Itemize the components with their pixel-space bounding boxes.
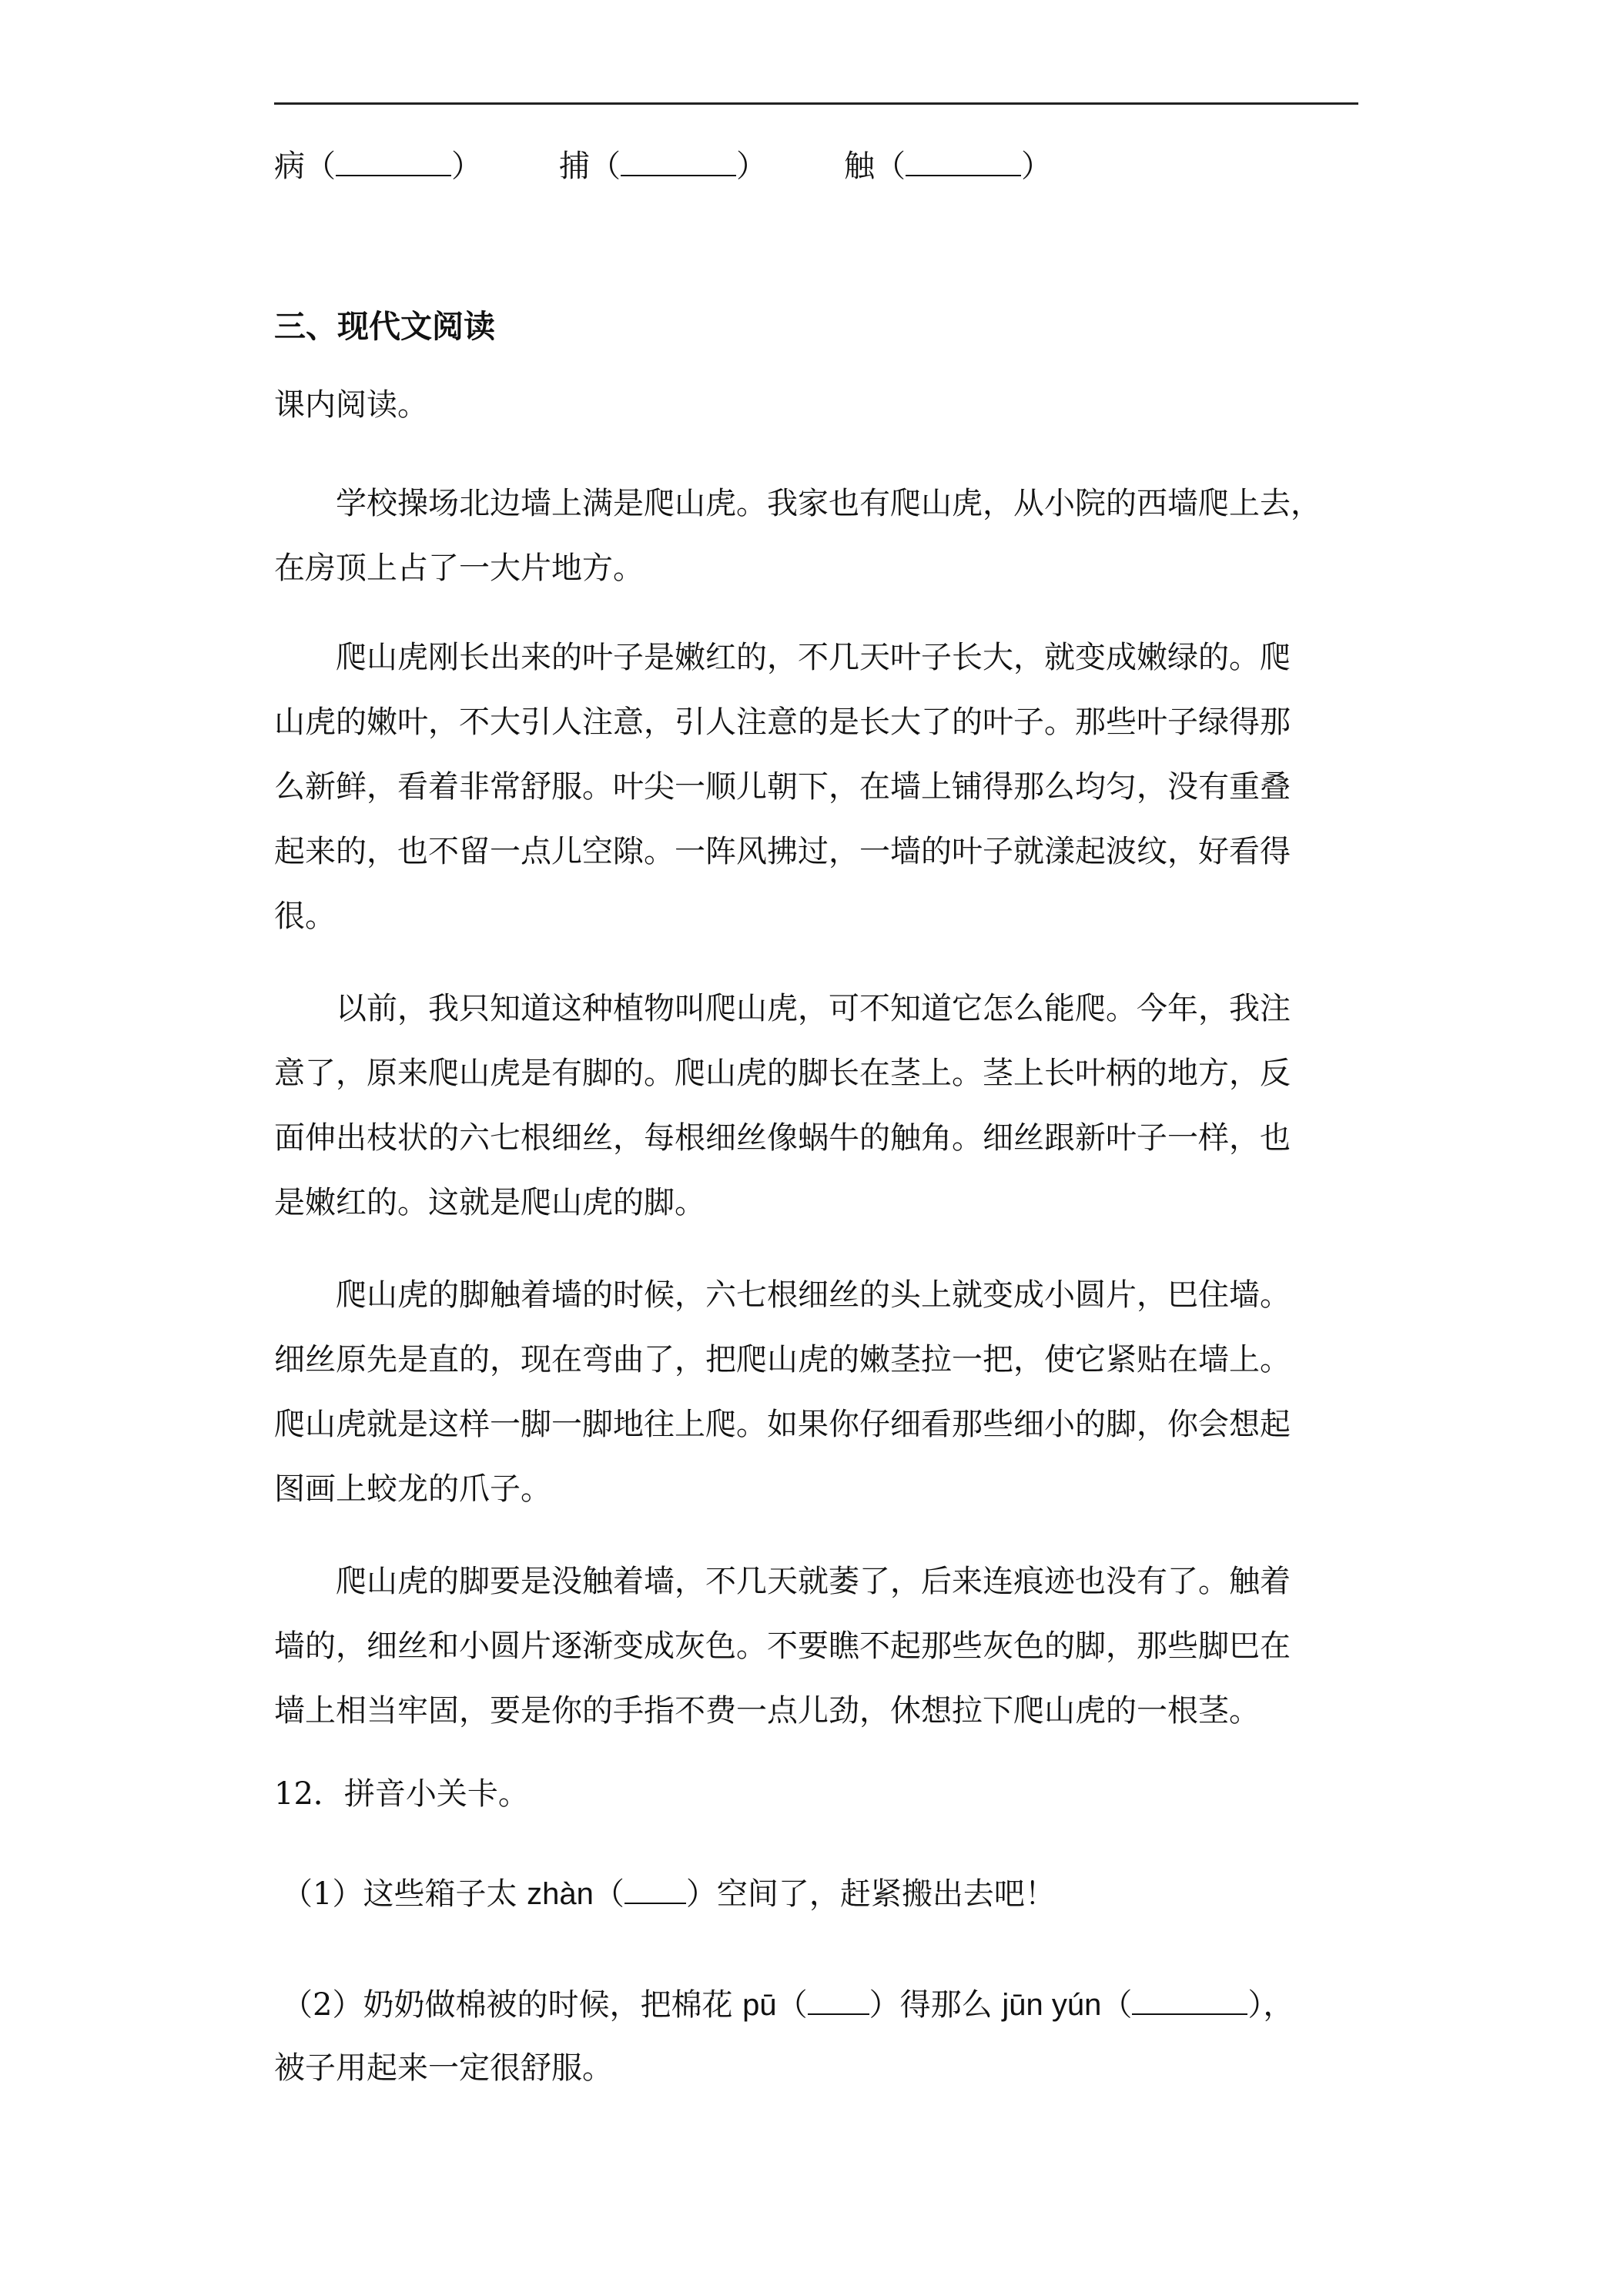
passage-line: 细丝原先是直的，现在弯曲了，把爬山虎的嫩茎拉一把，使它紧贴在墙上。 [274, 1342, 1291, 1377]
question-12-part-2-continued: 被子用起来一定很舒服。 [274, 2050, 613, 2086]
section-heading: 三、现代文阅读 [274, 308, 495, 345]
section-subheading: 课内阅读。 [274, 387, 428, 423]
passage-line: 是嫩红的。这就是爬山虎的脚。 [274, 1185, 705, 1220]
question-12-title: 12．拼音小关卡。 [274, 1776, 529, 1812]
passage-line: 起来的，也不留一点儿空隙。一阵风拂过，一墙的叶子就漾起波纹，好看得 [274, 834, 1291, 869]
passage-line: 墙的，细丝和小圆片逐渐变成灰色。不要瞧不起那些灰色的脚，那些脚巴在 [274, 1628, 1291, 1664]
answer-blank-pu[interactable] [808, 1986, 869, 2015]
word-blanks-row: 病（ ） 捕（ ） 触（ ） [274, 149, 1052, 184]
pinyin-hint: jūn yún [1002, 1988, 1102, 2022]
passage-line: 么新鲜，看着非常舒服。叶尖一顺儿朝下，在墙上铺得那么均匀，没有重叠 [274, 769, 1291, 805]
question-12-part-2: （2）奶奶做棉被的时候，把棉花 pū（ ）得那么 jūn yún（ ）， [282, 1987, 1294, 2023]
passage-line: 意了，原来爬山虎是有脚的。爬山虎的脚长在茎上。茎上长叶柄的地方，反 [274, 1056, 1291, 1091]
passage-line: 很。 [274, 899, 336, 934]
passage-line: 爬山虎的脚触着墙的时候，六七根细丝的头上就变成小圆片，巴住墙。 [336, 1277, 1291, 1313]
passage-line: 面伸出枝状的六七根细丝，每根细丝像蜗牛的触角。细丝跟新叶子一样，也 [274, 1120, 1291, 1156]
passage-line: 以前，我只知道这种植物叫爬山虎，可不知道它怎么能爬。今年，我注 [336, 991, 1291, 1026]
passage-line: 图画上蛟龙的爪子。 [274, 1471, 551, 1507]
passage-line: 墙上相当牢固，要是你的手指不费一点儿劲，休想拉下爬山虎的一根茎。 [274, 1693, 1260, 1729]
passage-line: 爬山虎就是这样一脚一脚地往上爬。如果你仔细看那些细小的脚，你会想起 [274, 1407, 1291, 1442]
answer-blank-zhan[interactable] [624, 1875, 686, 1904]
passage-line: 学校操场北边墙上满是爬山虎。我家也有爬山虎，从小院的西墙爬上去， [336, 486, 1321, 521]
top-divider [274, 102, 1358, 105]
word-label-2: 捕 [559, 149, 590, 184]
passage-line: 在房顶上占了一大片地方。 [274, 551, 644, 586]
passage-line: 爬山虎刚长出来的叶子是嫩红的，不几天叶子长大，就变成嫩绿的。爬 [336, 640, 1291, 675]
passage-line: 山虎的嫩叶，不大引人注意，引人注意的是长大了的叶子。那些叶子绿得那 [274, 705, 1291, 740]
word-label-3: 触 [844, 149, 875, 184]
word-label-1: 病 [274, 149, 305, 184]
passage-line: 爬山虎的脚要是没触着墙，不几天就萎了，后来连痕迹也没有了。触着 [336, 1564, 1291, 1599]
answer-blank-2[interactable] [621, 147, 736, 176]
pinyin-hint: pū [742, 1988, 777, 2022]
answer-blank-1[interactable] [336, 147, 451, 176]
answer-blank-junyun[interactable] [1132, 1986, 1247, 2015]
pinyin-hint: zhàn [527, 1877, 594, 1911]
answer-blank-3[interactable] [906, 147, 1021, 176]
question-12-part-1: （1）这些箱子太 zhàn（ ）空间了，赶紧搬出去吧！ [282, 1876, 1056, 1912]
